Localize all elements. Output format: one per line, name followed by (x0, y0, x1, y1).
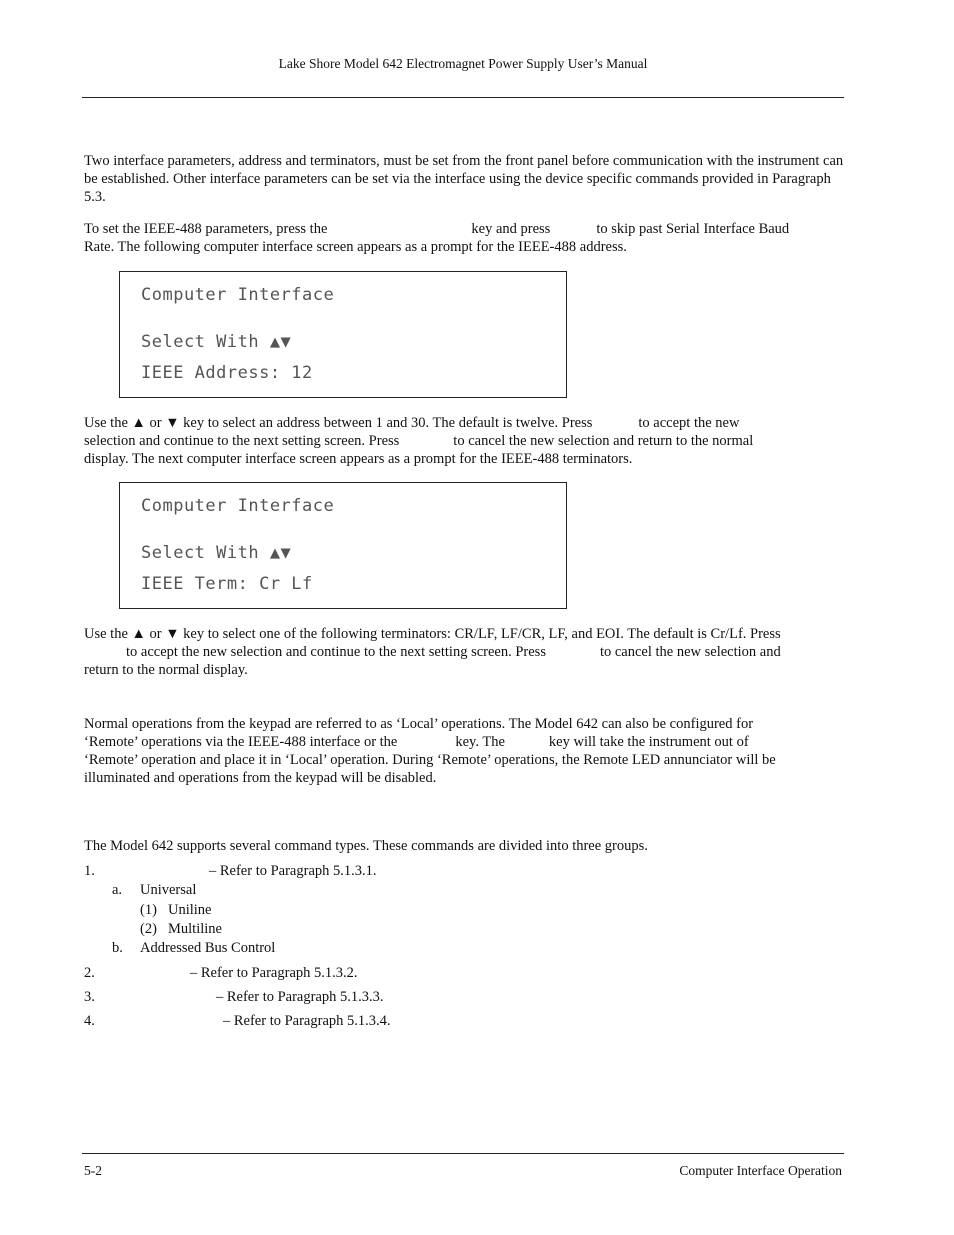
list-item-3-text: – Refer to Paragraph 5.1.3.3. (216, 989, 384, 1005)
terminator-select-line-2: to accept the new selection and continue to the next setting screen. Press to cancel the new selection and (126, 644, 781, 660)
lcd-display-terminator (119, 482, 567, 609)
address-select-line-2: selection and continue to the next setting screen. Press to cancel the new selection and return to the normal (84, 433, 754, 449)
footer-section-title: Computer Interface Operation (679, 1163, 842, 1178)
local-remote-line-2: ‘Remote’ operations via the IEEE-488 interface or the key. The key will take the instrument out of (84, 734, 749, 750)
terminator-select-paragraph (84, 625, 846, 679)
list-item-2-number: 2. (84, 965, 95, 981)
terminator-select-line-3: return to the normal display. (84, 662, 248, 678)
lcd-display-address (119, 271, 567, 398)
list-item-4-number: 4. (84, 1013, 95, 1029)
lcd-line-1: Computer Interface (141, 285, 335, 305)
local-remote-line-3: ‘Remote’ operation and place it in ‘Local’ operation. During ‘Remote’ operations, the Remote LED annunciator will be (84, 752, 776, 768)
address-select-line-1: Use the ▲ or ▼ key to select an address between 1 and 30. The default is twelve. Press to accept the new (84, 415, 740, 431)
footer-rule (82, 1153, 844, 1154)
ieee-setup-line-2: Rate. The following computer interface screen appears as a prompt for the IEEE-488 address. (84, 239, 627, 255)
command-types-list (84, 862, 846, 1032)
local-remote-line-4: illuminated and operations from the keypad will be disabled. (84, 770, 437, 786)
lcd-line-2: Select With ▲▼ (141, 332, 292, 352)
lcd-line-1: Computer Interface (141, 496, 335, 516)
list-item-1a1-text: Uniline (168, 902, 212, 918)
local-remote-line-1: Normal operations from the keypad are referred to as ‘Local’ operations. The Model 642 can also be configured for (84, 716, 754, 732)
ieee-setup-line-1: To set the IEEE-488 parameters, press the key and press to skip past Serial Interface Baud (84, 221, 790, 237)
terminator-select-line-1: Use the ▲ or ▼ key to select one of the following terminators: CR/LF, LF/CR, LF, and EOI. The default is Cr/Lf. Press (84, 626, 781, 642)
list-item-1a2-number: (2) (140, 921, 157, 937)
list-item-1a1-number: (1) (140, 902, 157, 918)
intro-paragraph: Two interface parameters, address and terminators, must be set from the front panel before communication with the instrument can be established. Other interface parameters can be set via the interface using the device specific commands provided in Paragraph 5.3. (84, 153, 844, 205)
list-item-1b-letter: b. (112, 940, 123, 956)
list-item-1-text: – Refer to Paragraph 5.1.3.1. (209, 863, 377, 879)
list-item-1a-text: Universal (140, 882, 197, 898)
list-item-1-number: 1. (84, 863, 95, 879)
page-number: 5-2 (84, 1163, 102, 1178)
lcd-line-3: IEEE Address: 12 (141, 363, 313, 383)
command-types-paragraph: The Model 642 supports several command types. These commands are divided into three groups. (84, 838, 648, 854)
local-remote-paragraph (84, 715, 846, 787)
lcd-line-3: IEEE Term: Cr Lf (141, 574, 313, 594)
lcd-line-2: Select With ▲▼ (141, 543, 292, 563)
list-item-1a-letter: a. (112, 882, 123, 898)
address-select-line-3: display. The next computer interface screen appears as a prompt for the IEEE-488 terminators. (84, 451, 633, 467)
list-item-2-text: – Refer to Paragraph 5.1.3.2. (190, 965, 358, 981)
header-rule (82, 97, 844, 98)
list-item-4-text: – Refer to Paragraph 5.1.3.4. (223, 1013, 391, 1029)
ieee-setup-paragraph (84, 220, 846, 256)
list-item-3-number: 3. (84, 989, 95, 1005)
list-item-1b-text: Addressed Bus Control (140, 940, 276, 956)
list-item-1a2-text: Multiline (168, 921, 222, 937)
running-header: Lake Shore Model 642 Electromagnet Power Supply User’s Manual (278, 56, 648, 71)
address-select-paragraph (84, 414, 846, 468)
